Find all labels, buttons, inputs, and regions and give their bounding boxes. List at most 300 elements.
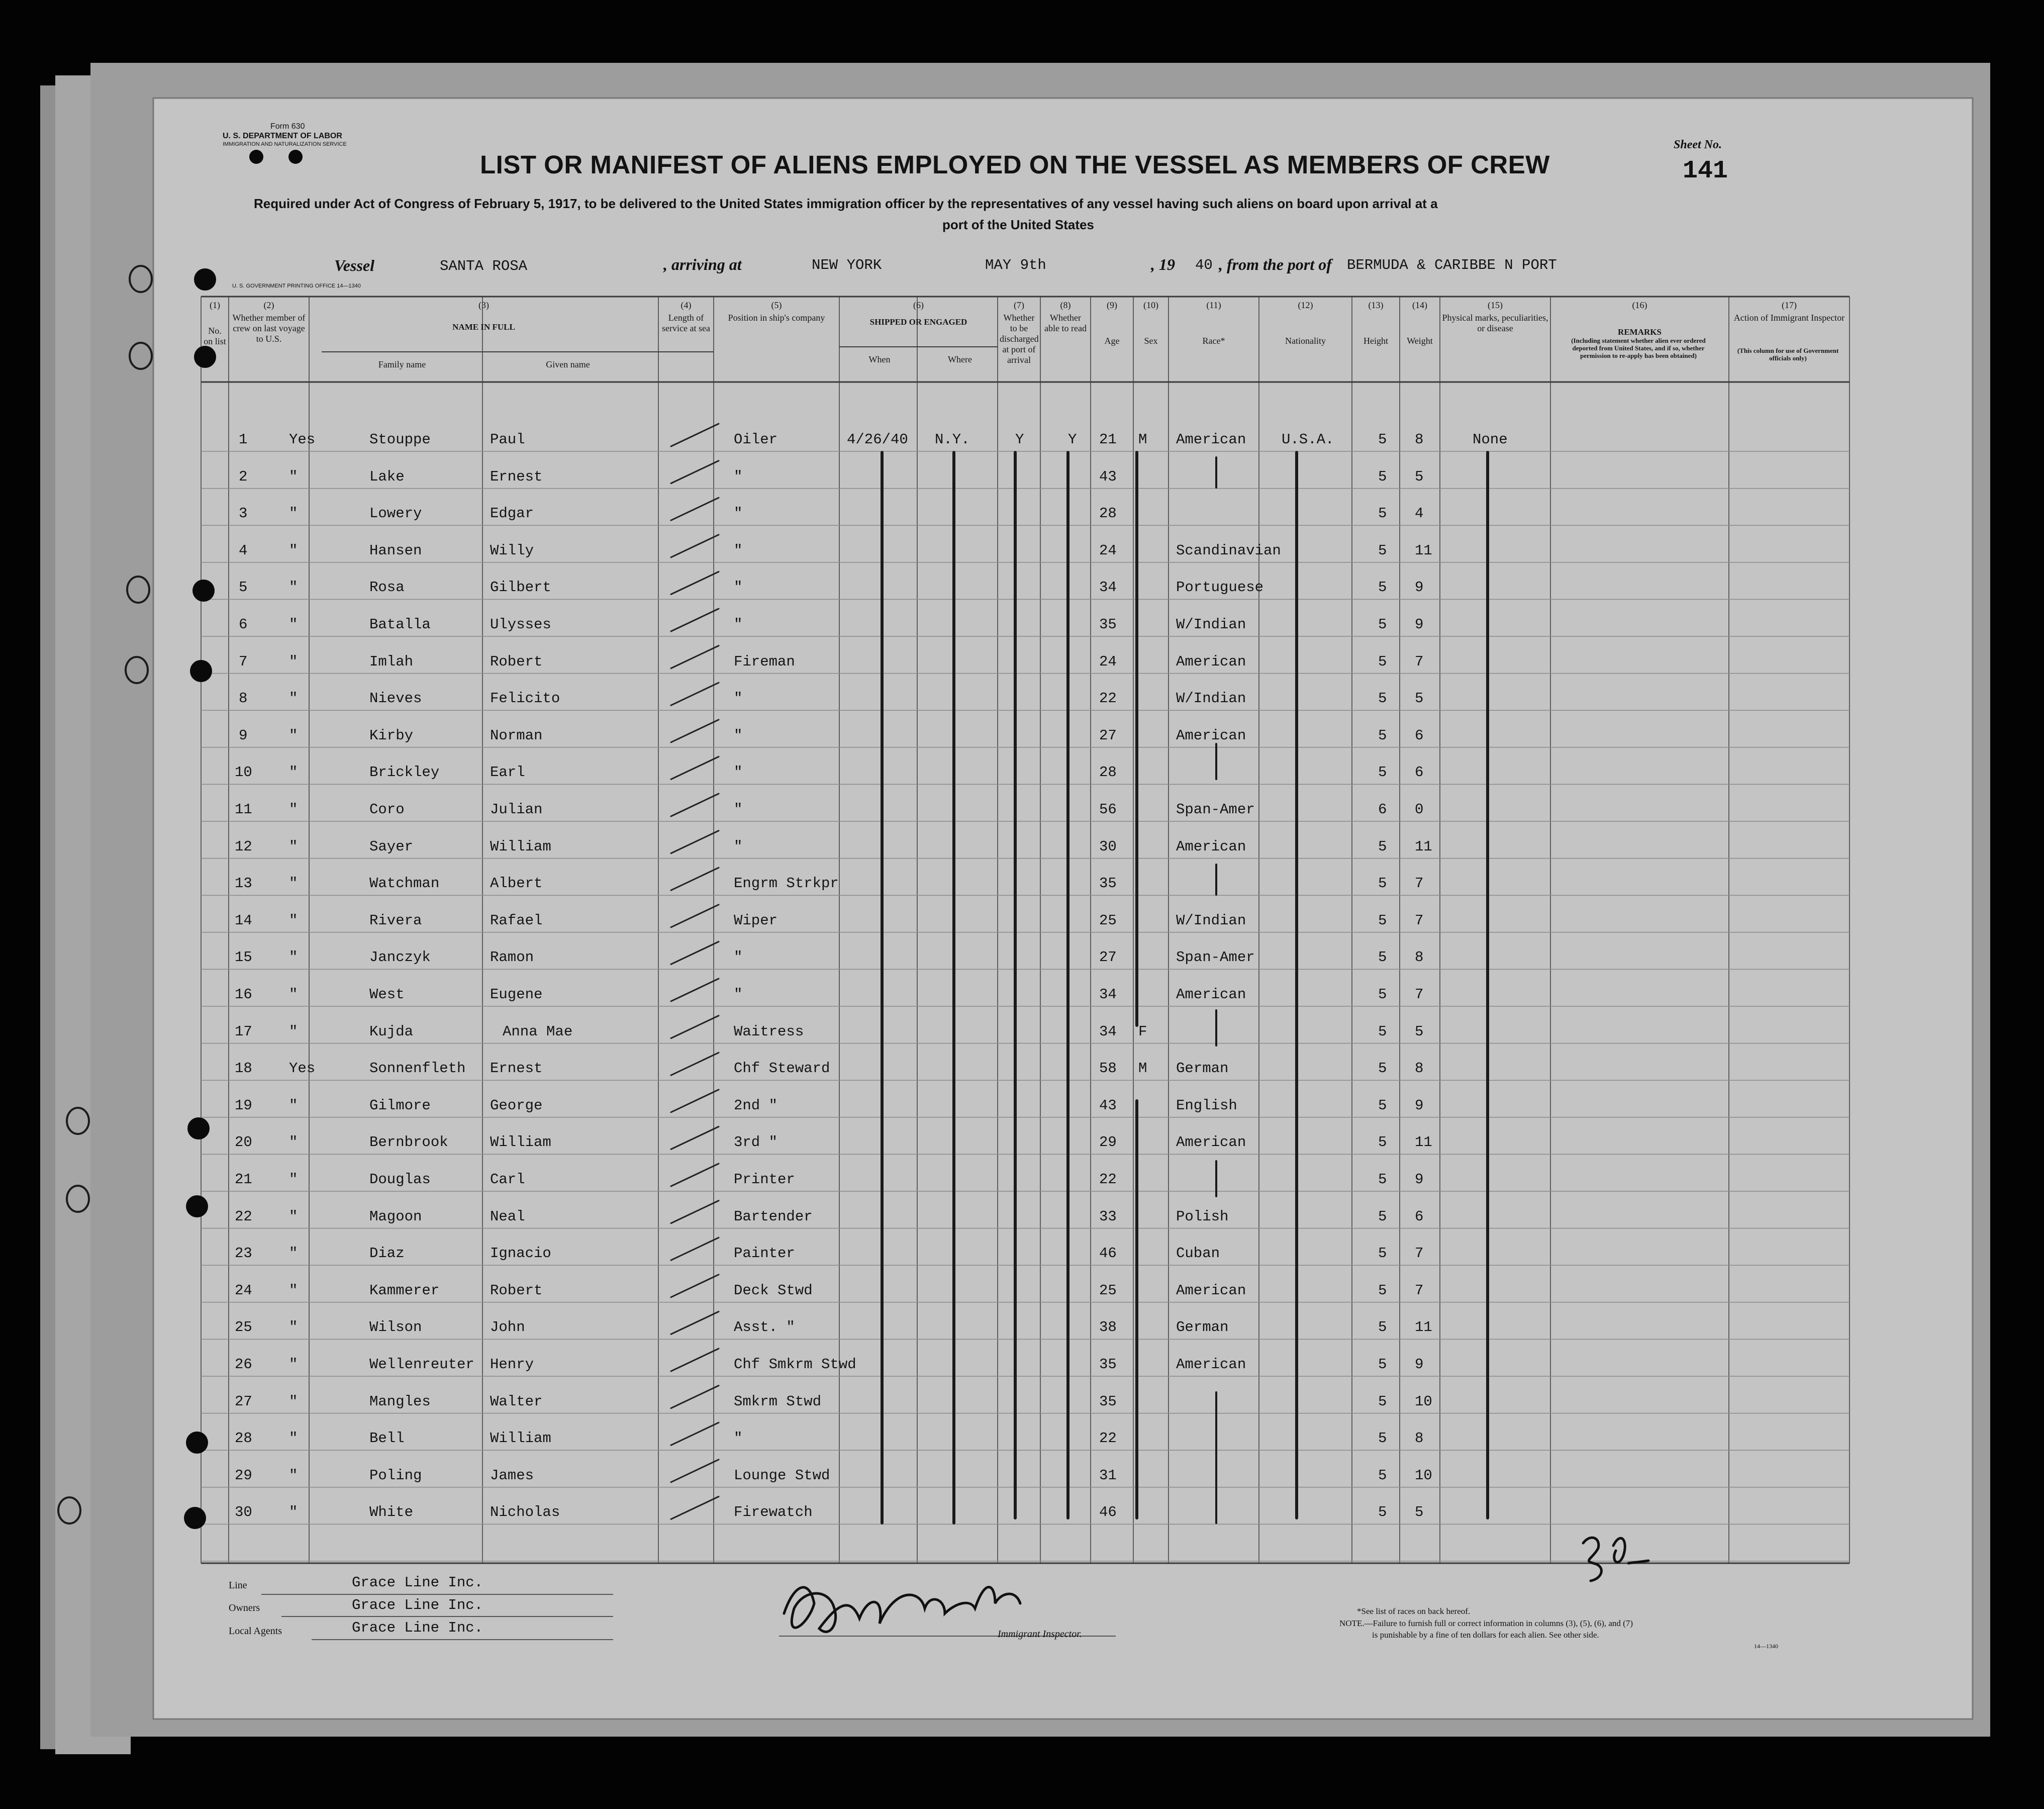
- cell-weight: 5: [1415, 690, 1424, 707]
- cell-weight: 7: [1415, 912, 1424, 929]
- cell-age: 46: [1099, 1504, 1117, 1521]
- cell-position: ": [734, 801, 743, 818]
- cell-height: 5: [1378, 912, 1387, 929]
- cell-given: Ernest: [490, 468, 543, 485]
- cell-race: American: [1176, 1356, 1246, 1373]
- cell-crew: ": [289, 1282, 298, 1299]
- cell-crew: ": [289, 1097, 298, 1114]
- owners-label: Owners: [229, 1602, 260, 1613]
- cell-race: American: [1176, 1282, 1246, 1299]
- cell-position: ": [734, 838, 743, 855]
- column-label: Whether to be discharged at port of arrival: [1000, 313, 1039, 365]
- cell-no: 18: [235, 1060, 252, 1077]
- cell-no: 6: [239, 616, 248, 633]
- cell-age: 43: [1099, 1097, 1117, 1114]
- cell-position: ": [734, 542, 743, 559]
- handwritten-total: [1659, 1538, 1660, 1539]
- cell-position: ": [734, 505, 743, 522]
- cell-position: Firewatch: [734, 1504, 813, 1521]
- cell-age: 28: [1099, 764, 1117, 781]
- cell-race: W/Indian: [1176, 690, 1246, 707]
- races-note: *See list of races on back hereof.: [1357, 1606, 1471, 1616]
- cell-crew: ": [289, 949, 298, 966]
- cell-height: 5: [1378, 1504, 1387, 1521]
- cell-height: 5: [1378, 875, 1387, 892]
- column-number: (1): [210, 300, 220, 310]
- cell-race: German: [1176, 1060, 1229, 1077]
- cell-family: Kirby: [369, 727, 414, 744]
- cell-age: 58: [1099, 1060, 1117, 1077]
- cell-age: 25: [1099, 912, 1117, 929]
- cell-crew: ": [289, 912, 298, 929]
- cell-family: Rosa: [369, 579, 405, 596]
- cell-no: 3: [239, 505, 248, 522]
- column-number: (12): [1298, 300, 1313, 310]
- cell-height: 5: [1378, 1319, 1387, 1336]
- cell-marks: None: [1473, 431, 1508, 448]
- cell-no: 19: [235, 1097, 252, 1114]
- column-label: Age: [1104, 336, 1120, 346]
- cell-race: American: [1176, 431, 1246, 448]
- cell-crew: ": [289, 616, 298, 633]
- cell-weight: 7: [1415, 653, 1424, 670]
- remarks-note: (Including statement whether alien ever ordered deported from United States, and if so, whether permission to re-apply has been obtained): [1571, 337, 1706, 359]
- cell-no: 11: [235, 801, 252, 818]
- cell-height: 5: [1378, 764, 1387, 781]
- cell-race: American: [1176, 838, 1246, 855]
- cell-age: 27: [1099, 949, 1117, 966]
- cell-family: Lake: [369, 468, 405, 485]
- cell-when: 4/26/40: [847, 431, 908, 448]
- agents-value: Grace Line Inc.: [352, 1620, 483, 1636]
- cell-position: Asst. ": [734, 1319, 795, 1336]
- cell-family: Kujda: [369, 1023, 414, 1040]
- cell-crew: ": [289, 986, 298, 1003]
- cell-position: Painter: [734, 1245, 795, 1262]
- cell-age: 25: [1099, 1282, 1117, 1299]
- cell-no: 13: [235, 875, 252, 892]
- cell-height: 5: [1378, 1023, 1387, 1040]
- cell-age: 30: [1099, 838, 1117, 855]
- cell-crew: Yes: [289, 1060, 316, 1077]
- cell-height: 5: [1378, 1097, 1387, 1114]
- column-number: (6): [913, 300, 924, 310]
- cell-position: ": [734, 986, 743, 1003]
- form-number: Form 630: [270, 122, 305, 131]
- cell-given: William: [490, 838, 551, 855]
- cell-family: Sonnenfleth: [369, 1060, 466, 1077]
- column-number: (3): [478, 300, 489, 310]
- cell-crew: ": [289, 875, 298, 892]
- cell-weight: 10: [1415, 1393, 1432, 1410]
- cell-no: 20: [235, 1134, 252, 1151]
- cell-age: 35: [1099, 616, 1117, 633]
- cell-weight: 8: [1415, 431, 1424, 448]
- column-label: Physical marks, peculiarities, or disease: [1442, 313, 1548, 333]
- cell-crew: ": [289, 653, 298, 670]
- cell-height: 5: [1378, 468, 1387, 485]
- cell-no: 16: [235, 986, 252, 1003]
- agents-label: Local Agents: [229, 1626, 282, 1637]
- cell-weight: 8: [1415, 949, 1424, 966]
- cell-given: Anna Mae: [503, 1023, 573, 1040]
- column-number: (17): [1782, 300, 1797, 310]
- cell-family: Mangles: [369, 1393, 431, 1410]
- cell-weight: 6: [1415, 1208, 1424, 1225]
- cell-age: 33: [1099, 1208, 1117, 1225]
- cell-position: ": [734, 1430, 743, 1447]
- cell-position: Engrm Strkpr: [734, 875, 839, 892]
- cell-no: 4: [239, 542, 248, 559]
- inspector-label: Immigrant Inspector.: [998, 1629, 1082, 1640]
- service-label: IMMIGRATION AND NATURALIZATION SERVICE: [223, 141, 347, 147]
- column-number: (10): [1143, 300, 1158, 310]
- line-label: Line: [229, 1580, 247, 1591]
- cell-given: Willy: [490, 542, 534, 559]
- department-label: U. S. DEPARTMENT OF LABOR: [223, 132, 342, 140]
- cell-height: 5: [1378, 1282, 1387, 1299]
- column-label: Whether able to read: [1044, 313, 1087, 333]
- cell-family: Hansen: [369, 542, 422, 559]
- arriving-port: NEW YORK: [812, 257, 882, 273]
- arriving-label: , arriving at: [663, 255, 742, 273]
- action-note: (This column for use of Government officials only): [1737, 347, 1839, 362]
- owners-value: Grace Line Inc.: [352, 1597, 483, 1613]
- cell-crew: ": [289, 1023, 298, 1040]
- cell-family: Bell: [369, 1430, 405, 1447]
- cell-no: 22: [235, 1208, 252, 1225]
- cell-position: Chf Steward: [734, 1060, 830, 1077]
- cell-family: West: [369, 986, 405, 1003]
- column-number: (9): [1107, 300, 1117, 310]
- punch-hole: [190, 660, 212, 682]
- cell-crew: ": [289, 579, 298, 596]
- line-value: Grace Line Inc.: [352, 1574, 483, 1591]
- cell-position: Bartender: [734, 1208, 813, 1225]
- cell-age: 29: [1099, 1134, 1117, 1151]
- cell-no: 9: [239, 727, 248, 744]
- cell-no: 25: [235, 1319, 252, 1336]
- column-number: (16): [1632, 300, 1647, 310]
- column-number: (8): [1060, 300, 1071, 310]
- cell-no: 2: [239, 468, 248, 485]
- cell-race: Span-Amer: [1176, 949, 1255, 966]
- cell-no: 30: [235, 1504, 252, 1521]
- column-label: Action of Immigrant Inspector: [1733, 313, 1845, 323]
- cell-race: W/Indian: [1176, 616, 1246, 633]
- punch-hole: [186, 1432, 208, 1454]
- cell-no: 8: [239, 690, 248, 707]
- cell-family: Rivera: [369, 912, 422, 929]
- cell-height: 5: [1378, 1208, 1387, 1225]
- form-subtitle-2: port of the United States: [942, 217, 1094, 232]
- sheet-label: Sheet No.: [1674, 138, 1722, 151]
- cell-family: Lowery: [369, 505, 422, 522]
- cell-given: Ulysses: [490, 616, 551, 633]
- cell-family: Poling: [369, 1467, 422, 1484]
- cell-family: Batalla: [369, 616, 431, 633]
- cell-weight: 9: [1415, 1171, 1424, 1188]
- cell-weight: 6: [1415, 727, 1424, 744]
- cell-crew: ": [289, 801, 298, 818]
- column-number: (13): [1368, 300, 1384, 310]
- cell-given: Julian: [490, 801, 543, 818]
- cell-given: George: [490, 1097, 543, 1114]
- cell-age: 38: [1099, 1319, 1117, 1336]
- cell-where: N.Y.: [935, 431, 970, 448]
- cell-crew: ": [289, 1393, 298, 1410]
- cell-given: Henry: [490, 1356, 534, 1373]
- cell-no: 5: [239, 579, 248, 596]
- from-port: BERMUDA & CARIBBE N PORT: [1347, 257, 1557, 273]
- cell-weight: 5: [1415, 1023, 1424, 1040]
- given-name-header: Given name: [546, 359, 590, 369]
- arrival-year: 40: [1195, 257, 1213, 273]
- column-label: NAME IN FULL: [452, 322, 515, 332]
- cell-family: Stouppe: [369, 431, 431, 448]
- cell-no: 12: [235, 838, 252, 855]
- cell-nationality: U.S.A.: [1282, 431, 1334, 448]
- cell-no: 17: [235, 1023, 252, 1040]
- cell-no: 10: [235, 764, 252, 781]
- cell-position: Smkrm Stwd: [734, 1393, 822, 1410]
- cell-family: Coro: [369, 801, 405, 818]
- cell-height: 5: [1378, 1467, 1387, 1484]
- punch-hole: [194, 268, 216, 291]
- cell-weight: 7: [1415, 1245, 1424, 1262]
- cell-sex: M: [1138, 431, 1147, 448]
- cell-weight: 8: [1415, 1430, 1424, 1447]
- cell-weight: 0: [1415, 801, 1424, 818]
- fine-note-1: NOTE.—Failure to furnish full or correct information in columns (3), (5), (6), and (7): [1339, 1618, 1633, 1628]
- cell-race: Portuguese: [1176, 579, 1264, 596]
- cell-family: Diaz: [369, 1245, 405, 1262]
- column-label: Sex: [1144, 336, 1158, 346]
- cell-height: 5: [1378, 1060, 1387, 1077]
- cell-height: 5: [1378, 1393, 1387, 1410]
- cell-position: Fireman: [734, 653, 795, 670]
- cell-age: 31: [1099, 1467, 1117, 1484]
- cell-race: English: [1176, 1097, 1237, 1114]
- cell-age: 34: [1099, 1023, 1117, 1040]
- cell-height: 5: [1378, 1171, 1387, 1188]
- cell-given: Felicito: [490, 690, 560, 707]
- column-label: REMARKS: [1618, 327, 1662, 337]
- cell-height: 5: [1378, 616, 1387, 633]
- cell-crew: ": [289, 838, 298, 855]
- cell-given: William: [490, 1430, 551, 1447]
- cell-age: 35: [1099, 875, 1117, 892]
- cell-position: Wiper: [734, 912, 778, 929]
- cell-position: 3rd ": [734, 1134, 778, 1151]
- cell-height: 5: [1378, 1245, 1387, 1262]
- cell-family: Magoon: [369, 1208, 422, 1225]
- cell-no: 21: [235, 1171, 252, 1188]
- cell-position: Deck Stwd: [734, 1282, 813, 1299]
- cell-given: Gilbert: [490, 579, 551, 596]
- arrival-date: MAY 9th: [985, 257, 1046, 273]
- cell-crew: ": [289, 1171, 298, 1188]
- cell-read: Y: [1068, 431, 1077, 448]
- punch-hole: [194, 346, 216, 368]
- cell-height: 5: [1378, 431, 1387, 448]
- cell-crew: Yes: [289, 431, 316, 448]
- cell-no: 29: [235, 1467, 252, 1484]
- cell-weight: 9: [1415, 579, 1424, 596]
- cell-no: 23: [235, 1245, 252, 1262]
- cell-crew: ": [289, 1467, 298, 1484]
- cell-crew: ": [289, 1430, 298, 1447]
- cell-crew: ": [289, 727, 298, 744]
- cell-weight: 9: [1415, 1097, 1424, 1114]
- cell-age: 35: [1099, 1356, 1117, 1373]
- cell-age: 34: [1099, 579, 1117, 596]
- cell-position: Oiler: [734, 431, 778, 448]
- cell-discharged: Y: [1015, 431, 1024, 448]
- cell-no: 28: [235, 1430, 252, 1447]
- cell-family: Douglas: [369, 1171, 431, 1188]
- cell-weight: 5: [1415, 468, 1424, 485]
- cell-given: Eugene: [490, 986, 543, 1003]
- cell-height: 5: [1378, 727, 1387, 744]
- cell-race: American: [1176, 653, 1246, 670]
- cell-weight: 11: [1415, 542, 1432, 559]
- cell-crew: ": [289, 1208, 298, 1225]
- cell-crew: ": [289, 542, 298, 559]
- column-number: (4): [680, 300, 692, 310]
- cell-position: ": [734, 616, 743, 633]
- cell-given: Edgar: [490, 505, 534, 522]
- column-label: No. on list: [204, 326, 226, 346]
- cell-family: Brickley: [369, 764, 440, 781]
- punch-hole: [187, 1117, 210, 1139]
- cell-race: American: [1176, 986, 1246, 1003]
- cell-no: 15: [235, 949, 252, 966]
- year-prefix: , 19: [1151, 255, 1175, 273]
- cell-position: ": [734, 727, 743, 744]
- cell-position: ": [734, 690, 743, 707]
- cell-given: Ernest: [490, 1060, 543, 1077]
- column-label: Length of service at sea: [662, 313, 710, 333]
- cell-family: White: [369, 1504, 414, 1521]
- cell-given: Nicholas: [490, 1504, 560, 1521]
- cell-race: Span-Amer: [1176, 801, 1255, 818]
- cell-age: 43: [1099, 468, 1117, 485]
- cell-family: Kammerer: [369, 1282, 440, 1299]
- cell-given: Robert: [490, 1282, 543, 1299]
- cell-position: ": [734, 468, 743, 485]
- cell-height: 5: [1378, 986, 1387, 1003]
- cell-weight: 7: [1415, 875, 1424, 892]
- cell-race: Scandinavian: [1176, 542, 1281, 559]
- cell-weight: 9: [1415, 616, 1424, 633]
- cell-sex: F: [1138, 1023, 1147, 1040]
- column-label: Position in ship's company: [728, 313, 825, 323]
- cell-family: Wilson: [369, 1319, 422, 1336]
- cell-weight: 5: [1415, 1504, 1424, 1521]
- cell-race: American: [1176, 727, 1246, 744]
- cell-age: 34: [1099, 986, 1117, 1003]
- punch-hole: [192, 580, 215, 602]
- column-label: SHIPPED OR ENGAGED: [869, 317, 967, 327]
- column-number: (15): [1488, 300, 1503, 310]
- cell-height: 5: [1378, 1356, 1387, 1373]
- cell-crew: ": [289, 1504, 298, 1521]
- cell-age: 22: [1099, 690, 1117, 707]
- cell-given: Earl: [490, 764, 525, 781]
- cell-position: Lounge Stwd: [734, 1467, 830, 1484]
- cell-age: 22: [1099, 1430, 1117, 1447]
- cell-age: 27: [1099, 727, 1117, 744]
- cell-race: W/Indian: [1176, 912, 1246, 929]
- cell-no: 24: [235, 1282, 252, 1299]
- cell-family: Bernbrook: [369, 1134, 448, 1151]
- cell-age: 28: [1099, 505, 1117, 522]
- cell-crew: ": [289, 1134, 298, 1151]
- cell-given: Rafael: [490, 912, 543, 929]
- cell-age: 22: [1099, 1171, 1117, 1188]
- cell-weight: 11: [1415, 838, 1432, 855]
- cell-weight: 9: [1415, 1356, 1424, 1373]
- column-label: Nationality: [1285, 336, 1326, 346]
- cell-weight: 11: [1415, 1319, 1432, 1336]
- print-code: 14—1340: [1754, 1643, 1778, 1650]
- cell-position: 2nd ": [734, 1097, 778, 1114]
- cell-sex: M: [1138, 1060, 1147, 1077]
- cell-given: Walter: [490, 1393, 543, 1410]
- punch-hole: [186, 1195, 208, 1217]
- cell-weight: 7: [1415, 986, 1424, 1003]
- vessel-name: SANTA ROSA: [440, 258, 528, 274]
- cell-height: 5: [1378, 838, 1387, 855]
- cell-weight: 6: [1415, 764, 1424, 781]
- column-number: (11): [1206, 300, 1221, 310]
- cell-height: 5: [1378, 1430, 1387, 1447]
- cell-race: German: [1176, 1319, 1229, 1336]
- cell-given: James: [490, 1467, 534, 1484]
- cell-weight: 4: [1415, 505, 1424, 522]
- cell-position: ": [734, 764, 743, 781]
- cell-given: Ramon: [490, 949, 534, 966]
- form-subtitle: Required under Act of Congress of February 5, 1917, to be delivered to the United States immigration officer by the representatives of any vessel having such aliens on board upon arrival at a: [254, 196, 1438, 211]
- cell-crew: ": [289, 1356, 298, 1373]
- column-label: Height: [1364, 336, 1388, 346]
- column-label: Race*: [1202, 336, 1225, 346]
- cell-age: 24: [1099, 542, 1117, 559]
- cell-crew: ": [289, 1245, 298, 1262]
- where-header: Where: [948, 354, 972, 364]
- cell-height: 5: [1378, 949, 1387, 966]
- vessel-label: Vessel: [334, 256, 374, 274]
- cell-weight: 8: [1415, 1060, 1424, 1077]
- cell-given: Ignacio: [490, 1245, 551, 1262]
- cell-age: 24: [1099, 653, 1117, 670]
- cell-no: 26: [235, 1356, 252, 1373]
- cell-family: Wellenreuter: [369, 1356, 474, 1373]
- cell-age: 35: [1099, 1393, 1117, 1410]
- cell-family: Gilmore: [369, 1097, 431, 1114]
- cell-family: Nieves: [369, 690, 422, 707]
- cell-position: ": [734, 949, 743, 966]
- cell-race: American: [1176, 1134, 1246, 1151]
- cell-crew: ": [289, 505, 298, 522]
- family-name-header: Family name: [378, 359, 426, 369]
- cell-given: Norman: [490, 727, 543, 744]
- cell-no: 14: [235, 912, 252, 929]
- cell-given: Albert: [490, 875, 543, 892]
- cell-given: Paul: [490, 431, 525, 448]
- column-label: Whether member of crew on last voyage to U.S.: [232, 313, 306, 344]
